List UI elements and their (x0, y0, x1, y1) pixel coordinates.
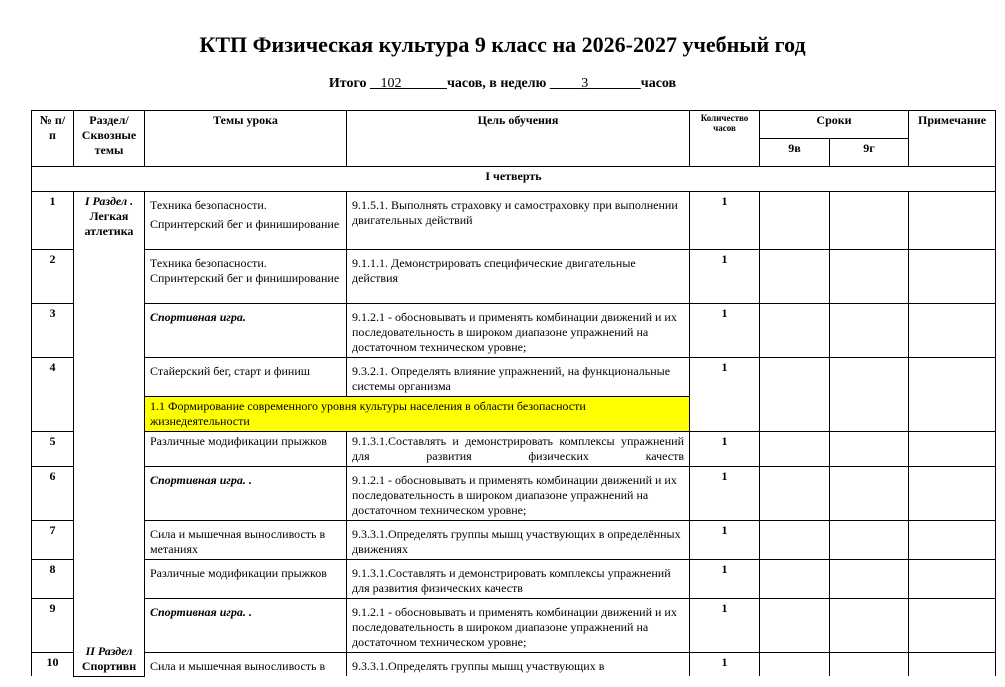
note-cell (909, 521, 996, 560)
hours-cell: 1 (690, 467, 760, 521)
date-9v-cell (760, 432, 830, 467)
header-goal: Цель обучения (347, 111, 690, 167)
table-row (32, 358, 996, 397)
section1-name: Легкая атлетика (84, 209, 134, 238)
header-section: Раздел/ Сквозные темы (74, 111, 145, 167)
table-row (32, 560, 996, 599)
note-cell (909, 358, 996, 432)
lesson-goal: 9.1.2.1 - обосновывать и применять комбинации движений и их последовательность в широком диапазоне упражнений на достаточном техническом уровне; (347, 467, 690, 521)
header-num: № п/п (32, 111, 74, 167)
row-number: 1 (32, 192, 74, 250)
date-9g-cell (830, 358, 909, 432)
section-cell (74, 192, 145, 677)
note-cell (909, 250, 996, 304)
header-topics: Темы урока (145, 111, 347, 167)
lesson-goal: 9.1.3.1.Составлять и демонстрировать комплексы упражнений для развития физических качеств (347, 560, 690, 599)
section2-block (74, 644, 144, 674)
date-9v-cell (760, 467, 830, 521)
date-9v-cell (760, 358, 830, 432)
date-9v-cell (760, 653, 830, 677)
lesson-goal: 9.1.5.1. Выполнять страховку и самостраховку при выполнении двигательных действий (347, 192, 690, 250)
lesson-goal: 9.3.3.1.Определять группы мышц участвующих в (347, 653, 690, 677)
lesson-topic (145, 192, 347, 250)
lesson-goal: 9.1.2.1 - обосновывать и применять комбинации движений и их последовательность в широком диапазоне упражнений на достаточном техническом уровне; (347, 599, 690, 653)
row-number: 4 (32, 358, 74, 432)
note-cell (909, 304, 996, 358)
date-9v-cell (760, 250, 830, 304)
row-number: 8 (32, 560, 74, 599)
hours-cell: 1 (690, 304, 760, 358)
row-number: 9 (32, 599, 74, 653)
row-number: 6 (32, 467, 74, 521)
header-note: Примечание (909, 111, 996, 167)
date-9v-cell (760, 599, 830, 653)
table-row (32, 599, 996, 653)
header-dates: Сроки (760, 111, 909, 139)
lesson-topic: Сила и мышечная выносливость в метаниях (145, 521, 347, 560)
date-9g-cell (830, 432, 909, 467)
lesson-topic: Техника безопасности. Спринтерский бег и финиширование (145, 250, 347, 304)
date-9v-cell (760, 521, 830, 560)
lesson-goal: 9.1.3.1.Составлять и демонстрировать комплексы упражнений для развития физических качеств (347, 432, 690, 467)
row-number: 7 (32, 521, 74, 560)
date-9g-cell (830, 250, 909, 304)
hours-cell: 1 (690, 599, 760, 653)
table-row (32, 250, 996, 304)
note-cell (909, 653, 996, 677)
table-row (32, 521, 996, 560)
lesson-topic: Различные модификации прыжков (145, 560, 347, 599)
lesson-topic: Спортивная игра. (145, 304, 347, 358)
table-row (32, 432, 996, 467)
table-row (32, 467, 996, 521)
totals-line (0, 76, 1005, 92)
hours-cell: 1 (690, 358, 760, 432)
date-9g-cell (830, 521, 909, 560)
table-row (32, 304, 996, 358)
row-number: 2 (32, 250, 74, 304)
lesson-topic: Спортивная игра. . (145, 599, 347, 653)
date-9v-cell (760, 560, 830, 599)
date-9g-cell (830, 653, 909, 677)
date-9g-cell (830, 560, 909, 599)
lesson-topic: Спортивная игра. . (145, 467, 347, 521)
hours-cell: 1 (690, 653, 760, 677)
date-9v-cell (760, 304, 830, 358)
total-label: Итого (328, 76, 367, 91)
lesson-goal: 9.3.3.1.Определять группы мышц участвующих в определённых движениях (347, 521, 690, 560)
lesson-topic: Стайерский бег, старт и финиш (145, 358, 347, 397)
note-cell (909, 599, 996, 653)
hours-per-week-label: часов, в неделю (446, 76, 547, 91)
lesson-goal: 9.1.2.1 - обосновывать и применять комбинации движений и их последовательность в широком диапазоне упражнений на достаточном техническом уровне; (347, 304, 690, 358)
section2-prefix: II Раздел (85, 643, 133, 658)
header-hours: Количество часов (690, 111, 760, 167)
header-class-9v: 9в (760, 139, 830, 167)
date-9g-cell (830, 599, 909, 653)
table-row (32, 653, 996, 677)
note-cell (909, 560, 996, 599)
hours-cell: 1 (690, 560, 760, 599)
page-title: КТП Физическая культура 9 класс на 2026-2027 учебный год (199, 32, 806, 57)
topic-line: Техника безопасности. (150, 198, 267, 212)
row-number: 5 (32, 432, 74, 467)
section1-prefix: I Раздел . (84, 194, 134, 208)
topic-line: Спринтерский бег и финиширование (150, 217, 340, 231)
hours-cell: 1 (690, 432, 760, 467)
note-cell (909, 432, 996, 467)
date-9g-cell (830, 467, 909, 521)
lesson-goal: 9.1.1.1. Демонстрировать специфические двигательные действия (347, 250, 690, 304)
row-number: 10 (32, 653, 74, 677)
plan-table (31, 110, 996, 677)
cross-cutting-topic-highlight: 1.1 Формирование современного уровня культуры населения в области безопасности жизнедеятельности (145, 397, 690, 432)
lesson-topic: Сила и мышечная выносливость в (145, 653, 347, 677)
row-number: 3 (32, 304, 74, 358)
lesson-goal: 9.3.2.1. Определять влияние упражнений, на функциональные системы организма (347, 358, 690, 397)
date-9g-cell (830, 304, 909, 358)
section2-name: Спортивн (81, 658, 137, 673)
hours-cell: 1 (690, 192, 760, 250)
hours-label: часов (640, 76, 677, 91)
quarter-row: I четверть (32, 167, 996, 192)
note-cell (909, 192, 996, 250)
date-9g-cell (830, 192, 909, 250)
hours-cell: 1 (690, 521, 760, 560)
table-row (32, 192, 996, 250)
header-class-9g: 9г (830, 139, 909, 167)
total-hours-value: 102 (380, 76, 402, 91)
date-9v-cell (760, 192, 830, 250)
hours-cell: 1 (690, 250, 760, 304)
weekly-hours-value: 3 (581, 76, 589, 91)
lesson-topic: Различные модификации прыжков (145, 432, 347, 467)
note-cell (909, 467, 996, 521)
